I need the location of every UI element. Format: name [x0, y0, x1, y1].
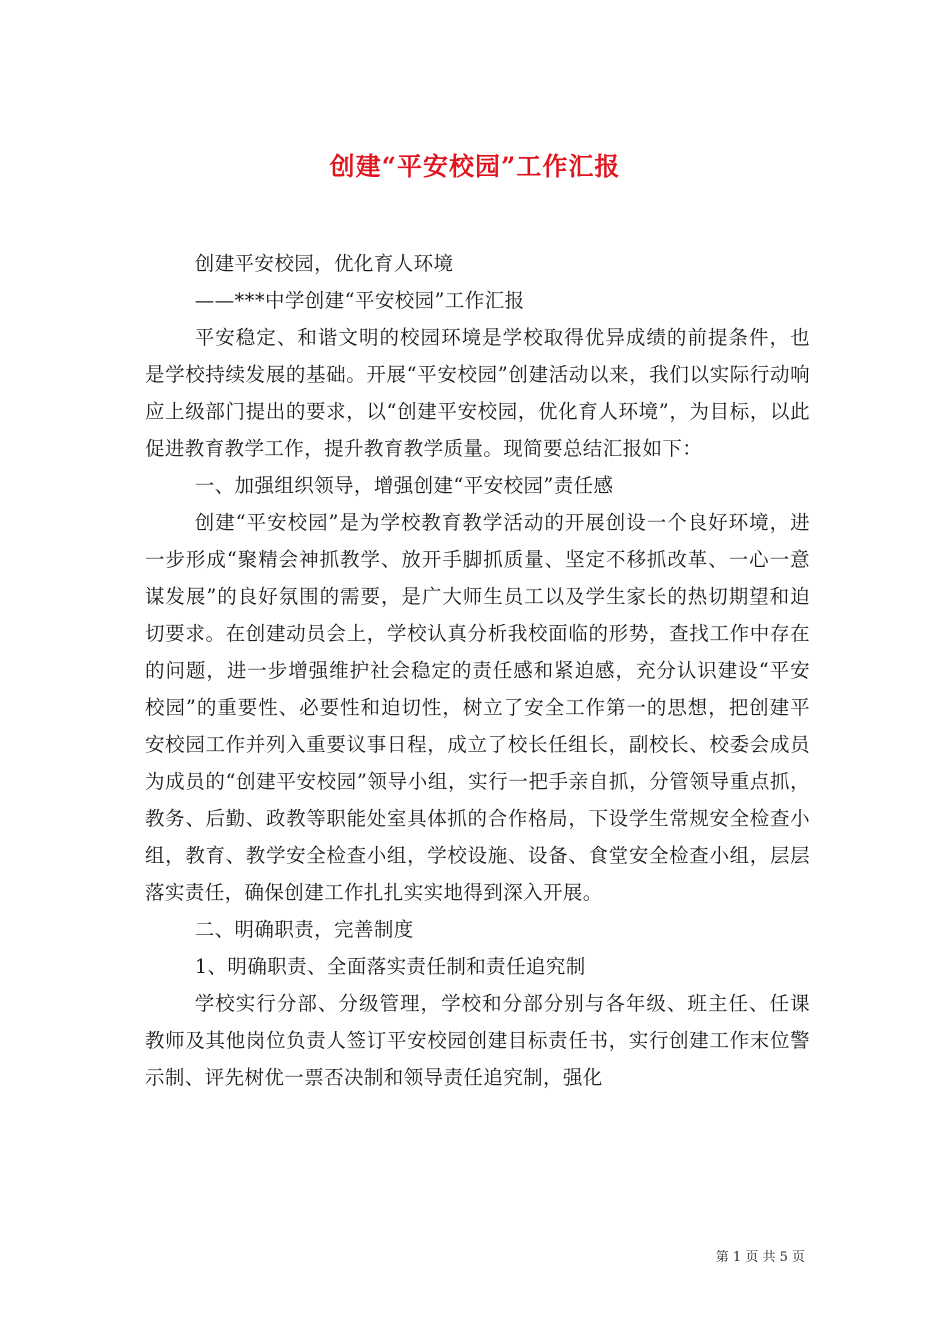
subtitle-line: 创建平安校园，优化育人环境 — [194, 252, 454, 275]
section-2-paragraph: 学校实行分部、分级管理，学校和分部分别与各年级、班主任、任课教师及其他岗位负责人签订平安校园创建目标责任书，实行创建工作末位警示制、评先树优一票否决制和领导责任追究制，强化 — [145, 992, 810, 1089]
section-heading-2: 二、明确职责，完善制度 — [194, 918, 414, 941]
intro-paragraph: 平安稳定、和谐文明的校园环境是学校取得优异成绩的前提条件，也是学校持续发展的基础。开展“平安校园”创建活动以来，我们以实际行动响应上级部门提出的要求，以“创建平安校园，优化育人环境”，为目标，以此促进教育教学工作，提升教育教学质量。现简要总结汇报如下： — [145, 326, 810, 460]
document-body — [145, 245, 810, 1096]
section-1-paragraph: 创建“平安校园”是为学校教育教学活动的开展创设一个良好环境，进一步形成“聚精会神抓教学、放开手脚抓质量、坚定不移抓改革、一心一意谋发展”的良好氛围的需要，是广大师生员工以及学生家长的热切期望和迫切要求。在创建动员会上，学校认真分析我校面临的形势，查找工作中存在的问题，进一步增强维护社会稳定的责任感和紧迫感，充分认识建设“平安校园”的重要性、必要性和迫切性，树立了安全工作第一的思想，把创建平安校园工作并列入重要议事日程，成立了校长任组长，副校长、校委会成员为成员的“创建平安校园”领导小组，实行一把手亲自抓，分管领导重点抓，教务、后勤、政教等职能处室具体抓的合作格局，下设学生常规安全检查小组，教育、教学安全检查小组，学校设施、设备、食堂安全检查小组，层层落实责任，确保创建工作扎扎实实地得到深入开展。 — [145, 511, 810, 904]
page-indicator: 第 1 页 共 5 页 — [715, 1250, 805, 1265]
section-heading-1: 一、加强组织领导，增强创建“平安校园”责任感 — [194, 474, 614, 497]
document-title: 创建“平安校园”工作汇报 — [329, 151, 621, 181]
subsection-heading-2-1: 1、明确职责、全面落实责任制和责任追究制 — [194, 955, 586, 978]
subtitle-source-line: ——***中学创建“平安校园”工作汇报 — [194, 289, 525, 312]
